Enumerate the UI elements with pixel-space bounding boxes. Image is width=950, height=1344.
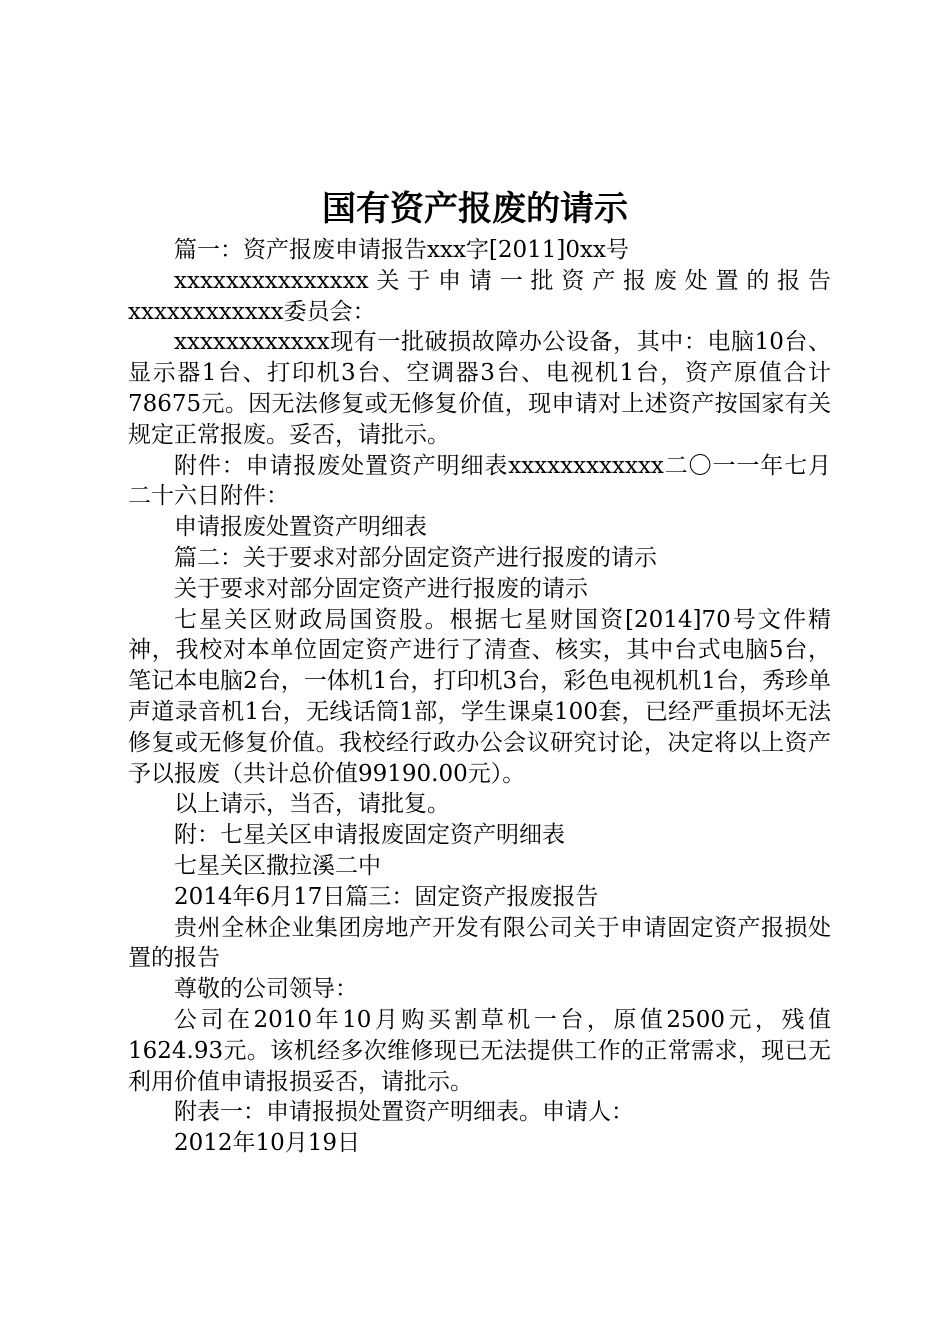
- paragraph: 七星关区撒拉溪二中: [174, 852, 381, 879]
- paragraph: 2012年10月19日: [174, 1130, 361, 1157]
- paragraph: 申请报废处置资产明细表: [174, 514, 427, 541]
- paragraph: 关于要求对部分固定资产进行报废的请示: [174, 575, 588, 602]
- paragraph: 尊敬的公司领导：: [174, 976, 358, 1003]
- paragraph: 附表一：申请报损处置资产明细表。申请人：: [174, 1099, 634, 1126]
- paragraph: xxxxxxxxxxxxxxx关于申请一批资产报废处置的报告xxxxxxxxxxxx委员会：: [128, 267, 831, 325]
- paragraph: 以上请示，当否，请批复。: [174, 791, 450, 818]
- paragraph: xxxxxxxxxxxx现有一批破损故障办公设备，其中：电脑10台、显示器1台、打印机3台、空调器3台、电视机1台，资产原值合计78675元。因无法修复或无修复价值，现申请对上述资产按国家有关规定正常报废。妥否，请批示。: [128, 329, 831, 448]
- paragraph: 七星关区财政局国资股。根据七星财国资[2014]70号文件精神，我校对本单位固定资产进行了清查、核实，其中台式电脑5台，笔记本电脑2台，一体机1台，打印机3台，彩色电视机机1台，秀珍单声道录音机1台，无线话筒1部，学生课桌100套，已经严重损坏无法修复或无修复价值。我校经行政办公会议研究讨论，决定将以上资产予以报废（共计总价值99190.00元）。: [128, 606, 831, 787]
- document-title: 国有资产报废的请示: [322, 189, 628, 229]
- document-body: [128, 235, 831, 1159]
- paragraph: 篇一：资产报废申请报告xxx字[2011]0xx号: [174, 237, 629, 263]
- paragraph: 附件：申请报废处置资产明细表xxxxxxxxxxxx二〇一一年七月二十六日附件：: [128, 452, 831, 510]
- paragraph: 2014年6月17日篇三：固定资产报废报告: [174, 883, 599, 910]
- paragraph: 贵州全林企业集团房地产开发有限公司关于申请固定资产报损处置的报告: [128, 914, 831, 972]
- paragraph: 篇二：关于要求对部分固定资产进行报废的请示: [174, 544, 657, 571]
- paragraph: 公司在2010年10月购买割草机一台，原值2500元，残值1624.93元。该机经多次维修现已无法提供工作的正常需求，现已无利用价值申请报损妥否，请批示。: [128, 1006, 831, 1095]
- paragraph: 附：七星关区申请报废固定资产明细表: [174, 822, 565, 849]
